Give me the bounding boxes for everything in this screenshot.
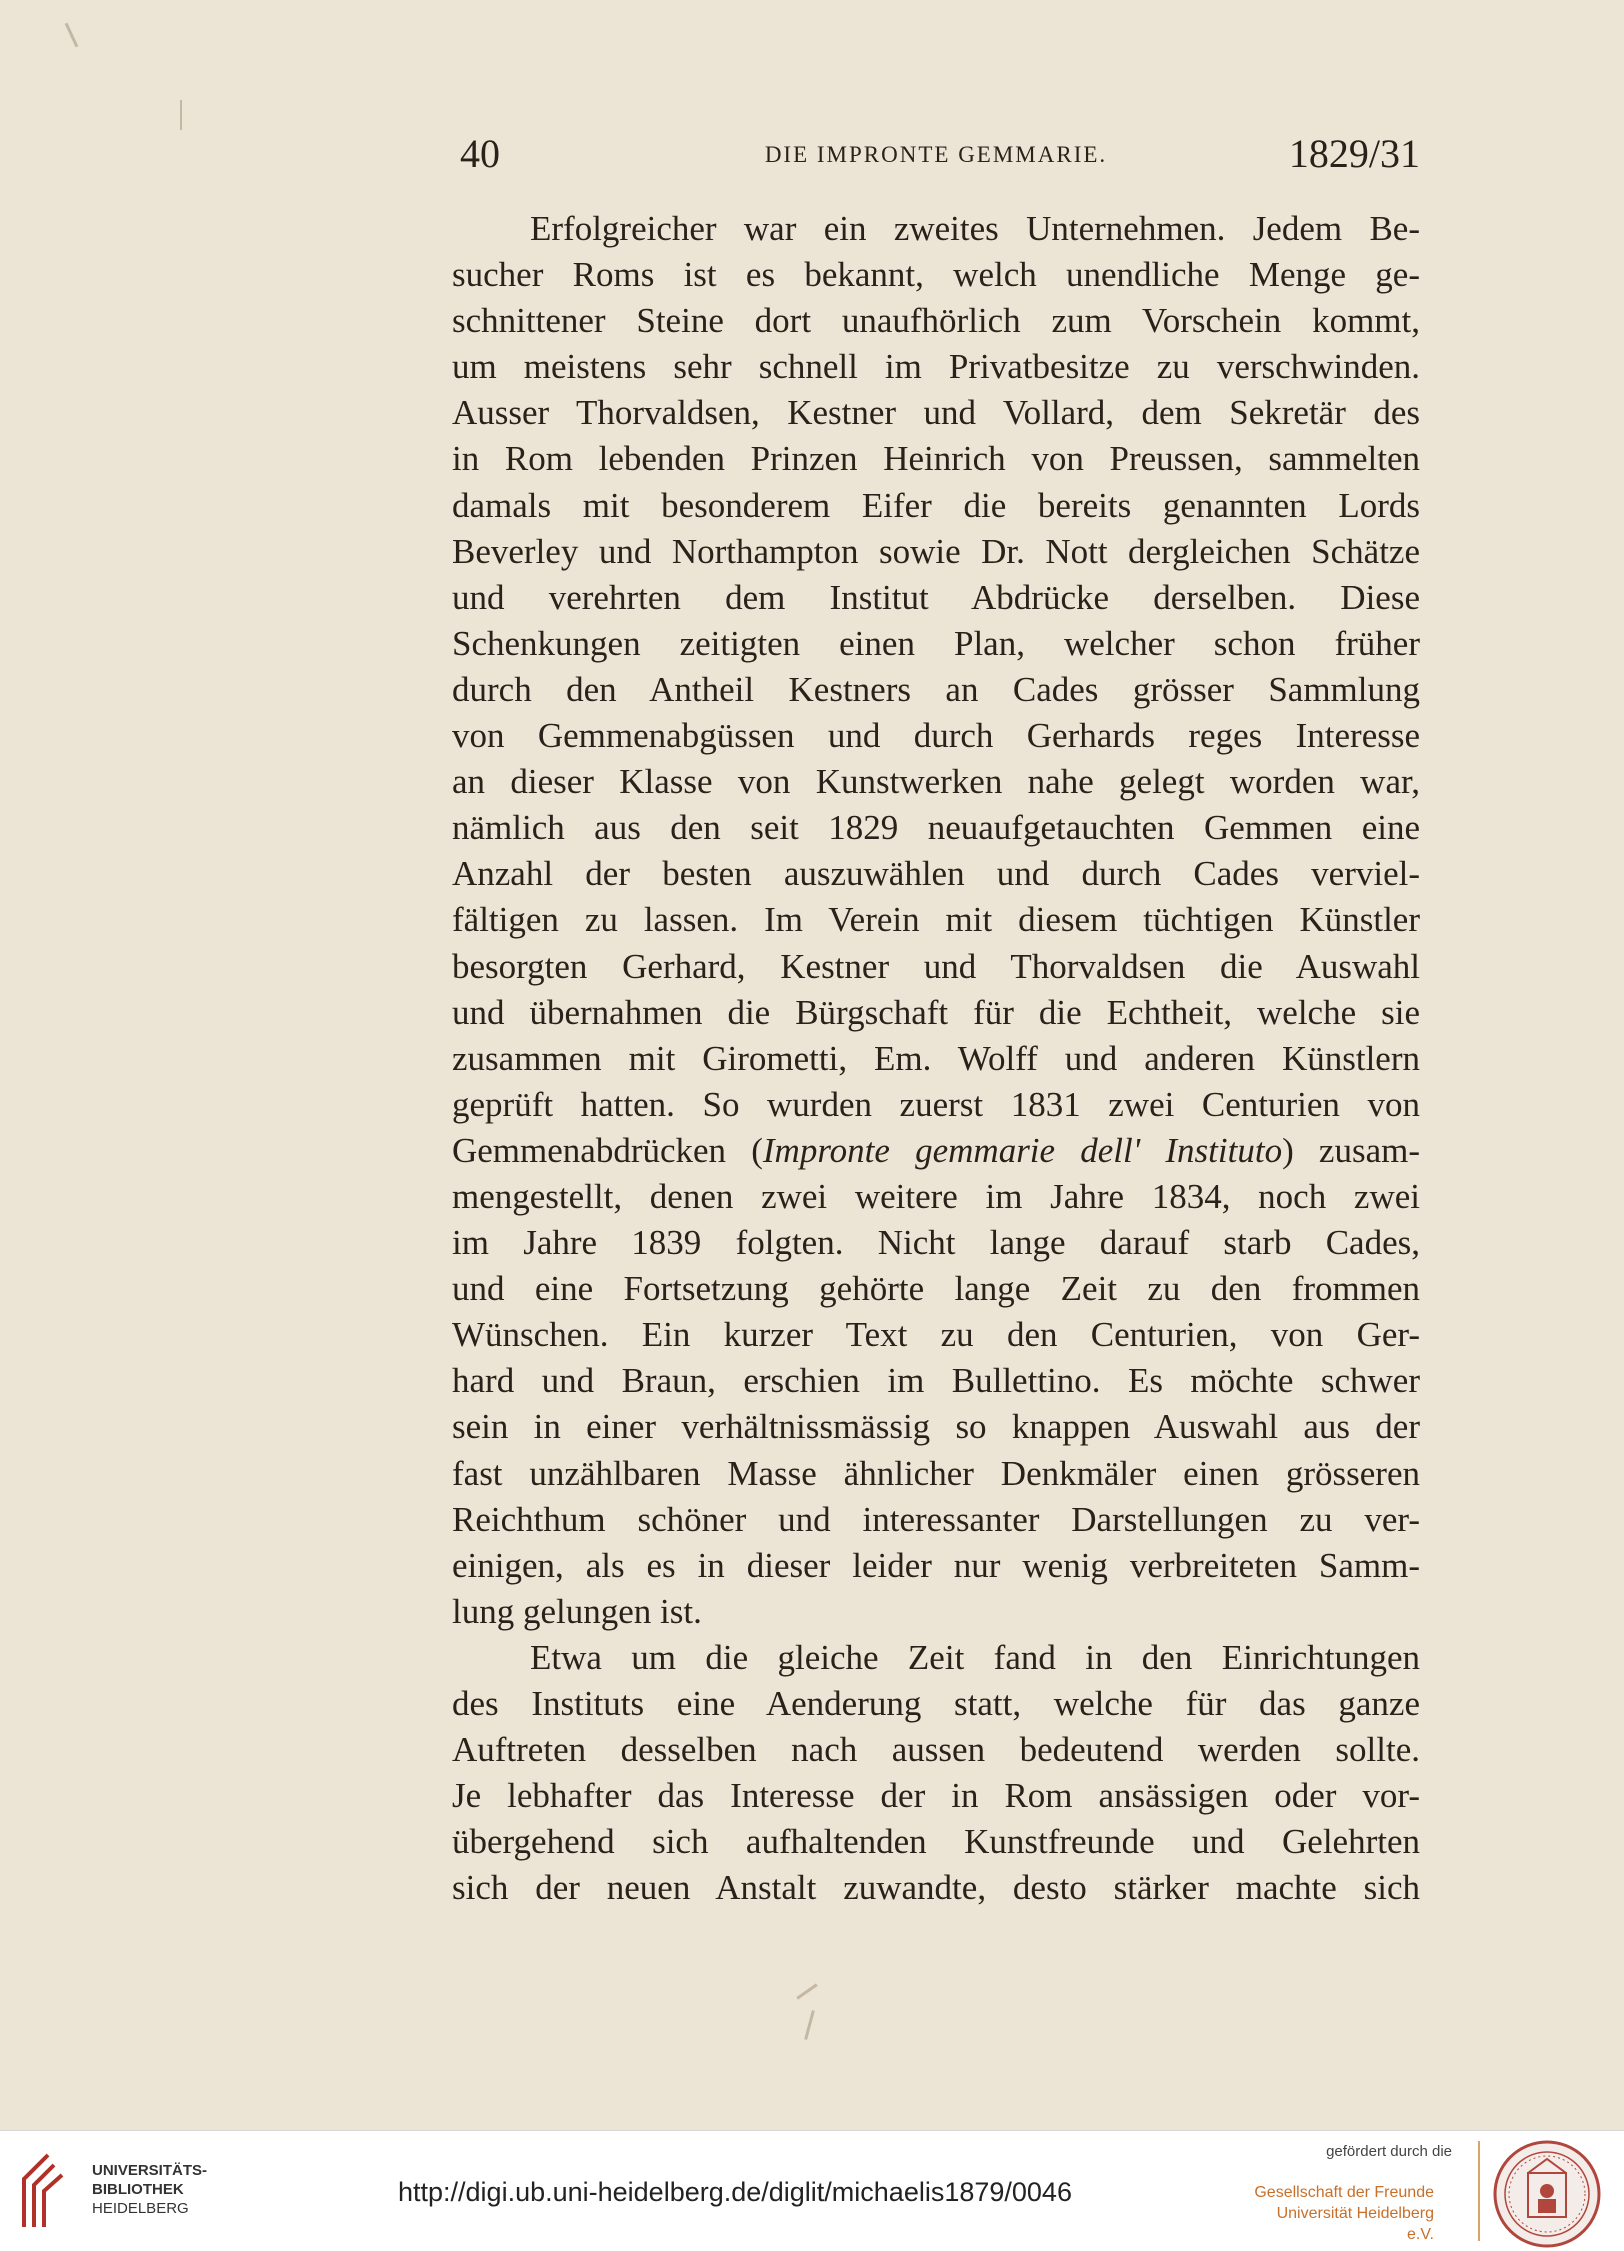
text-line: zusammen mit Girometti, Em. Wolff und anderen Künstlern <box>452 1038 1420 1078</box>
text-line: und eine Fortsetzung gehörte lange Zeit zu den frommen <box>452 1269 1420 1309</box>
text-line: nämlich aus den seit 1829 neuaufgetauchten Gemmen eine <box>452 808 1420 848</box>
sponsor-name-line: Universität Heidelberg e.V. <box>1276 2205 1434 2243</box>
text-line: Ausser Thorvaldsen, Kestner und Vollard, dem Sekretär des <box>452 393 1420 433</box>
text-line: übergehend sich aufhaltenden Kunstfreunde und Gelehrten <box>452 1822 1420 1862</box>
digitization-footer <box>0 2130 1624 2251</box>
sponsor-name-line: Gesellschaft der Freunde <box>1254 2184 1434 2201</box>
university-seal-icon <box>1492 2139 1602 2249</box>
text-line: lung gelungen ist. <box>452 1591 702 1631</box>
sponsor-intro: gefördert durch die <box>1326 2143 1452 2160</box>
text-line: an dieser Klasse von Kunstwerken nahe gelegt worden war, <box>452 762 1420 802</box>
text-line: Je lebhafter das Interesse der in Rom ansässigen oder vor- <box>452 1776 1420 1816</box>
page-number: 40 <box>460 131 500 176</box>
running-years: 1829/31 <box>1288 131 1420 176</box>
text-line: geprüft hatten. So wurden zuerst 1831 zwei Centurien von <box>452 1084 1420 1124</box>
university-library-logo-icon <box>18 2149 74 2231</box>
text-line: um meistens sehr schnell im Privatbesitze zu verschwinden. <box>452 347 1420 387</box>
text-line: besorgten Gerhard, Kestner und Thorvaldsen die Auswahl <box>452 946 1420 986</box>
text-line: fast unzählbaren Masse ähnlicher Denkmäler einen grösseren <box>452 1453 1420 1493</box>
text-line: von Gemmenabgüssen und durch Gerhards reges Interesse <box>452 716 1420 756</box>
library-name-line: UNIVERSITÄTS- <box>92 2162 208 2179</box>
library-name <box>92 2161 207 2218</box>
text-line: hard und Braun, erschien im Bullettino. Es möchte schwer <box>452 1361 1420 1401</box>
text-line: im Jahre 1839 folgten. Nicht lange darauf starb Cades, <box>452 1223 1420 1263</box>
library-name-line: HEIDELBERG <box>92 2200 189 2217</box>
text-line: einigen, als es in dieser leider nur wenig verbreiteten Samm- <box>452 1545 1420 1585</box>
text-line: und übernahmen die Bürgschaft für die Echtheit, welche sie <box>452 992 1420 1032</box>
running-title: DIE IMPRONTE GEMMARIE. <box>764 142 1108 167</box>
scan-speck <box>804 2010 815 2040</box>
text-line: sucher Roms ist es bekannt, welch unendliche Menge ge- <box>452 255 1420 295</box>
text-line: Auftreten desselben nach aussen bedeutend werden sollte. <box>452 1730 1420 1770</box>
text-line: in Rom lebenden Prinzen Heinrich von Preussen, sammelten <box>452 439 1420 479</box>
running-head <box>452 130 1420 180</box>
text-line: Beverley und Northampton sowie Dr. Nott dergleichen Schätze <box>452 531 1420 571</box>
text-line: sein in einer verhältnissmässig so knappen Auswahl aus der <box>452 1407 1420 1447</box>
text-line: Reichthum schöner und interessanter Darstellungen zu ver- <box>452 1499 1420 1539</box>
text-line: durch den Antheil Kestners an Cades grösser Sammlung <box>452 669 1420 709</box>
text-line: Erfolgreicher war ein zweites Unternehmen. Jedem Be- <box>530 209 1420 248</box>
text-line: fältigen zu lassen. Im Verein mit diesem tüchtigen Künstler <box>452 900 1420 940</box>
text-line <box>452 1128 1420 1174</box>
scan-speck <box>180 100 182 130</box>
body-text <box>452 206 1420 1911</box>
library-name-line: BIBLIOTHEK <box>92 2181 184 2198</box>
italic-title: Impronte gemmarie dell' Instituto <box>762 1130 1283 1170</box>
text-line: des Instituts eine Aenderung statt, welche für das ganze <box>452 1684 1420 1723</box>
sponsor-divider <box>1478 2141 1480 2241</box>
text-line: Wünschen. Ein kurzer Text zu den Centurien, von Ger- <box>452 1315 1420 1355</box>
text-line: und verehrten dem Institut Abdrücke derselben. Diese <box>452 577 1420 617</box>
text-line: sich der neuen Anstalt zuwandte, desto stärker machte sich <box>452 1868 1420 1908</box>
scan-speck <box>65 23 79 48</box>
text-segment: ) zusam- <box>1282 1130 1420 1170</box>
text-line: Etwa um die gleiche Zeit fand in den Einrichtungen <box>530 1637 1420 1677</box>
text-line: schnittener Steine dort unaufhörlich zum Vorschein kommt, <box>452 301 1420 341</box>
sponsor-block <box>1252 2143 1482 2245</box>
text-line: mengestellt, denen zwei weitere im Jahre 1834, noch zwei <box>452 1176 1420 1216</box>
sponsor-name <box>1252 2182 1434 2245</box>
text-line: Schenkungen zeitigten einen Plan, welcher schon früher <box>452 623 1420 663</box>
text-line: damals mit besonderem Eifer die bereits genannten Lords <box>452 485 1420 525</box>
scan-speck <box>796 1983 817 1999</box>
permalink-url[interactable]: http://digi.ub.uni-heidelberg.de/diglit/michaelis1879/0046 <box>398 2177 1072 2207</box>
text-segment: Gemmenabdrücken ( <box>452 1130 763 1170</box>
text-line: Anzahl der besten auszuwählen und durch Cades verviel- <box>452 854 1420 894</box>
